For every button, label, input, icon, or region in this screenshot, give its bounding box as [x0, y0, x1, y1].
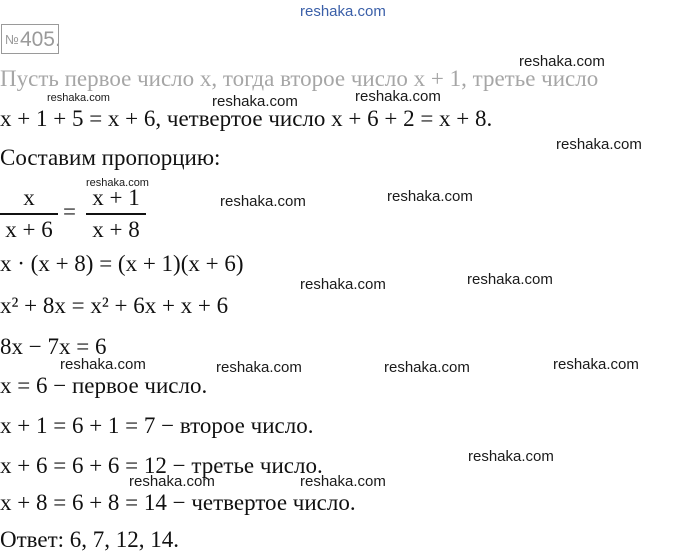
- solution-line-8: x = 6 − первое число.: [0, 373, 208, 398]
- fraction-bar: [0, 213, 58, 215]
- watermark: reshaka.com: [468, 448, 554, 465]
- problem-number-value: 405.: [19, 28, 61, 51]
- watermark: reshaka.com: [519, 53, 605, 70]
- watermark: reshaka.com: [300, 473, 386, 490]
- fraction-bar: [86, 213, 146, 215]
- solution-line-3: Составим пропорцию:: [0, 145, 221, 170]
- watermark: reshaka.com: [216, 359, 302, 376]
- answer-line: Ответ: 6, 7, 12, 14.: [0, 527, 180, 552]
- watermark: reshaka.com: [556, 136, 642, 153]
- watermark: reshaka.com: [467, 271, 553, 288]
- watermark: reshaka.com: [129, 473, 215, 490]
- fraction-right: [86, 185, 146, 243]
- solution-line-6: x² + 8x = x² + 6x + x + 6: [0, 293, 229, 318]
- watermark: reshaka.com: [60, 356, 146, 373]
- watermark: reshaka.com: [384, 359, 470, 376]
- solution-line-10: x + 6 = 6 + 6 = 12 − третье число.: [0, 453, 323, 478]
- proportion-equals: =: [63, 199, 76, 224]
- watermark: reshaka.com: [47, 92, 110, 104]
- fraction-left-denominator: x + 6: [5, 216, 53, 242]
- site-watermark-top[interactable]: reshaka.com: [300, 3, 386, 20]
- watermark: reshaka.com: [553, 356, 639, 373]
- watermark: reshaka.com: [355, 88, 441, 105]
- fraction-left-numerator: x: [23, 185, 35, 210]
- solution-line-7: 8x − 7x = 6: [0, 334, 107, 359]
- watermark: reshaka.com: [387, 188, 473, 205]
- problem-number: [1, 24, 59, 54]
- fraction-right-numerator: x + 1: [92, 185, 140, 210]
- watermark: reshaka.com: [300, 276, 386, 293]
- number-sign: №: [5, 32, 19, 47]
- fraction-left: [0, 185, 58, 243]
- solution-line-1: Пусть первое число x, тогда второе число x + 1, третье число: [0, 66, 599, 91]
- watermark: reshaka.com: [86, 177, 149, 189]
- solution-line-2: x + 1 + 5 = x + 6, четвертое число x + 6 + 2 = x + 8.: [0, 106, 493, 131]
- watermark: reshaka.com: [212, 93, 298, 110]
- solution-line-9: x + 1 = 6 + 1 = 7 − второе число.: [0, 413, 314, 438]
- fraction-right-denominator: x + 8: [92, 216, 140, 242]
- solution-line-5: x · (x + 8) = (x + 1)(x + 6): [0, 251, 244, 276]
- solution-line-11: x + 8 = 6 + 8 = 14 − четвертое число.: [0, 490, 356, 515]
- watermark: reshaka.com: [220, 193, 306, 210]
